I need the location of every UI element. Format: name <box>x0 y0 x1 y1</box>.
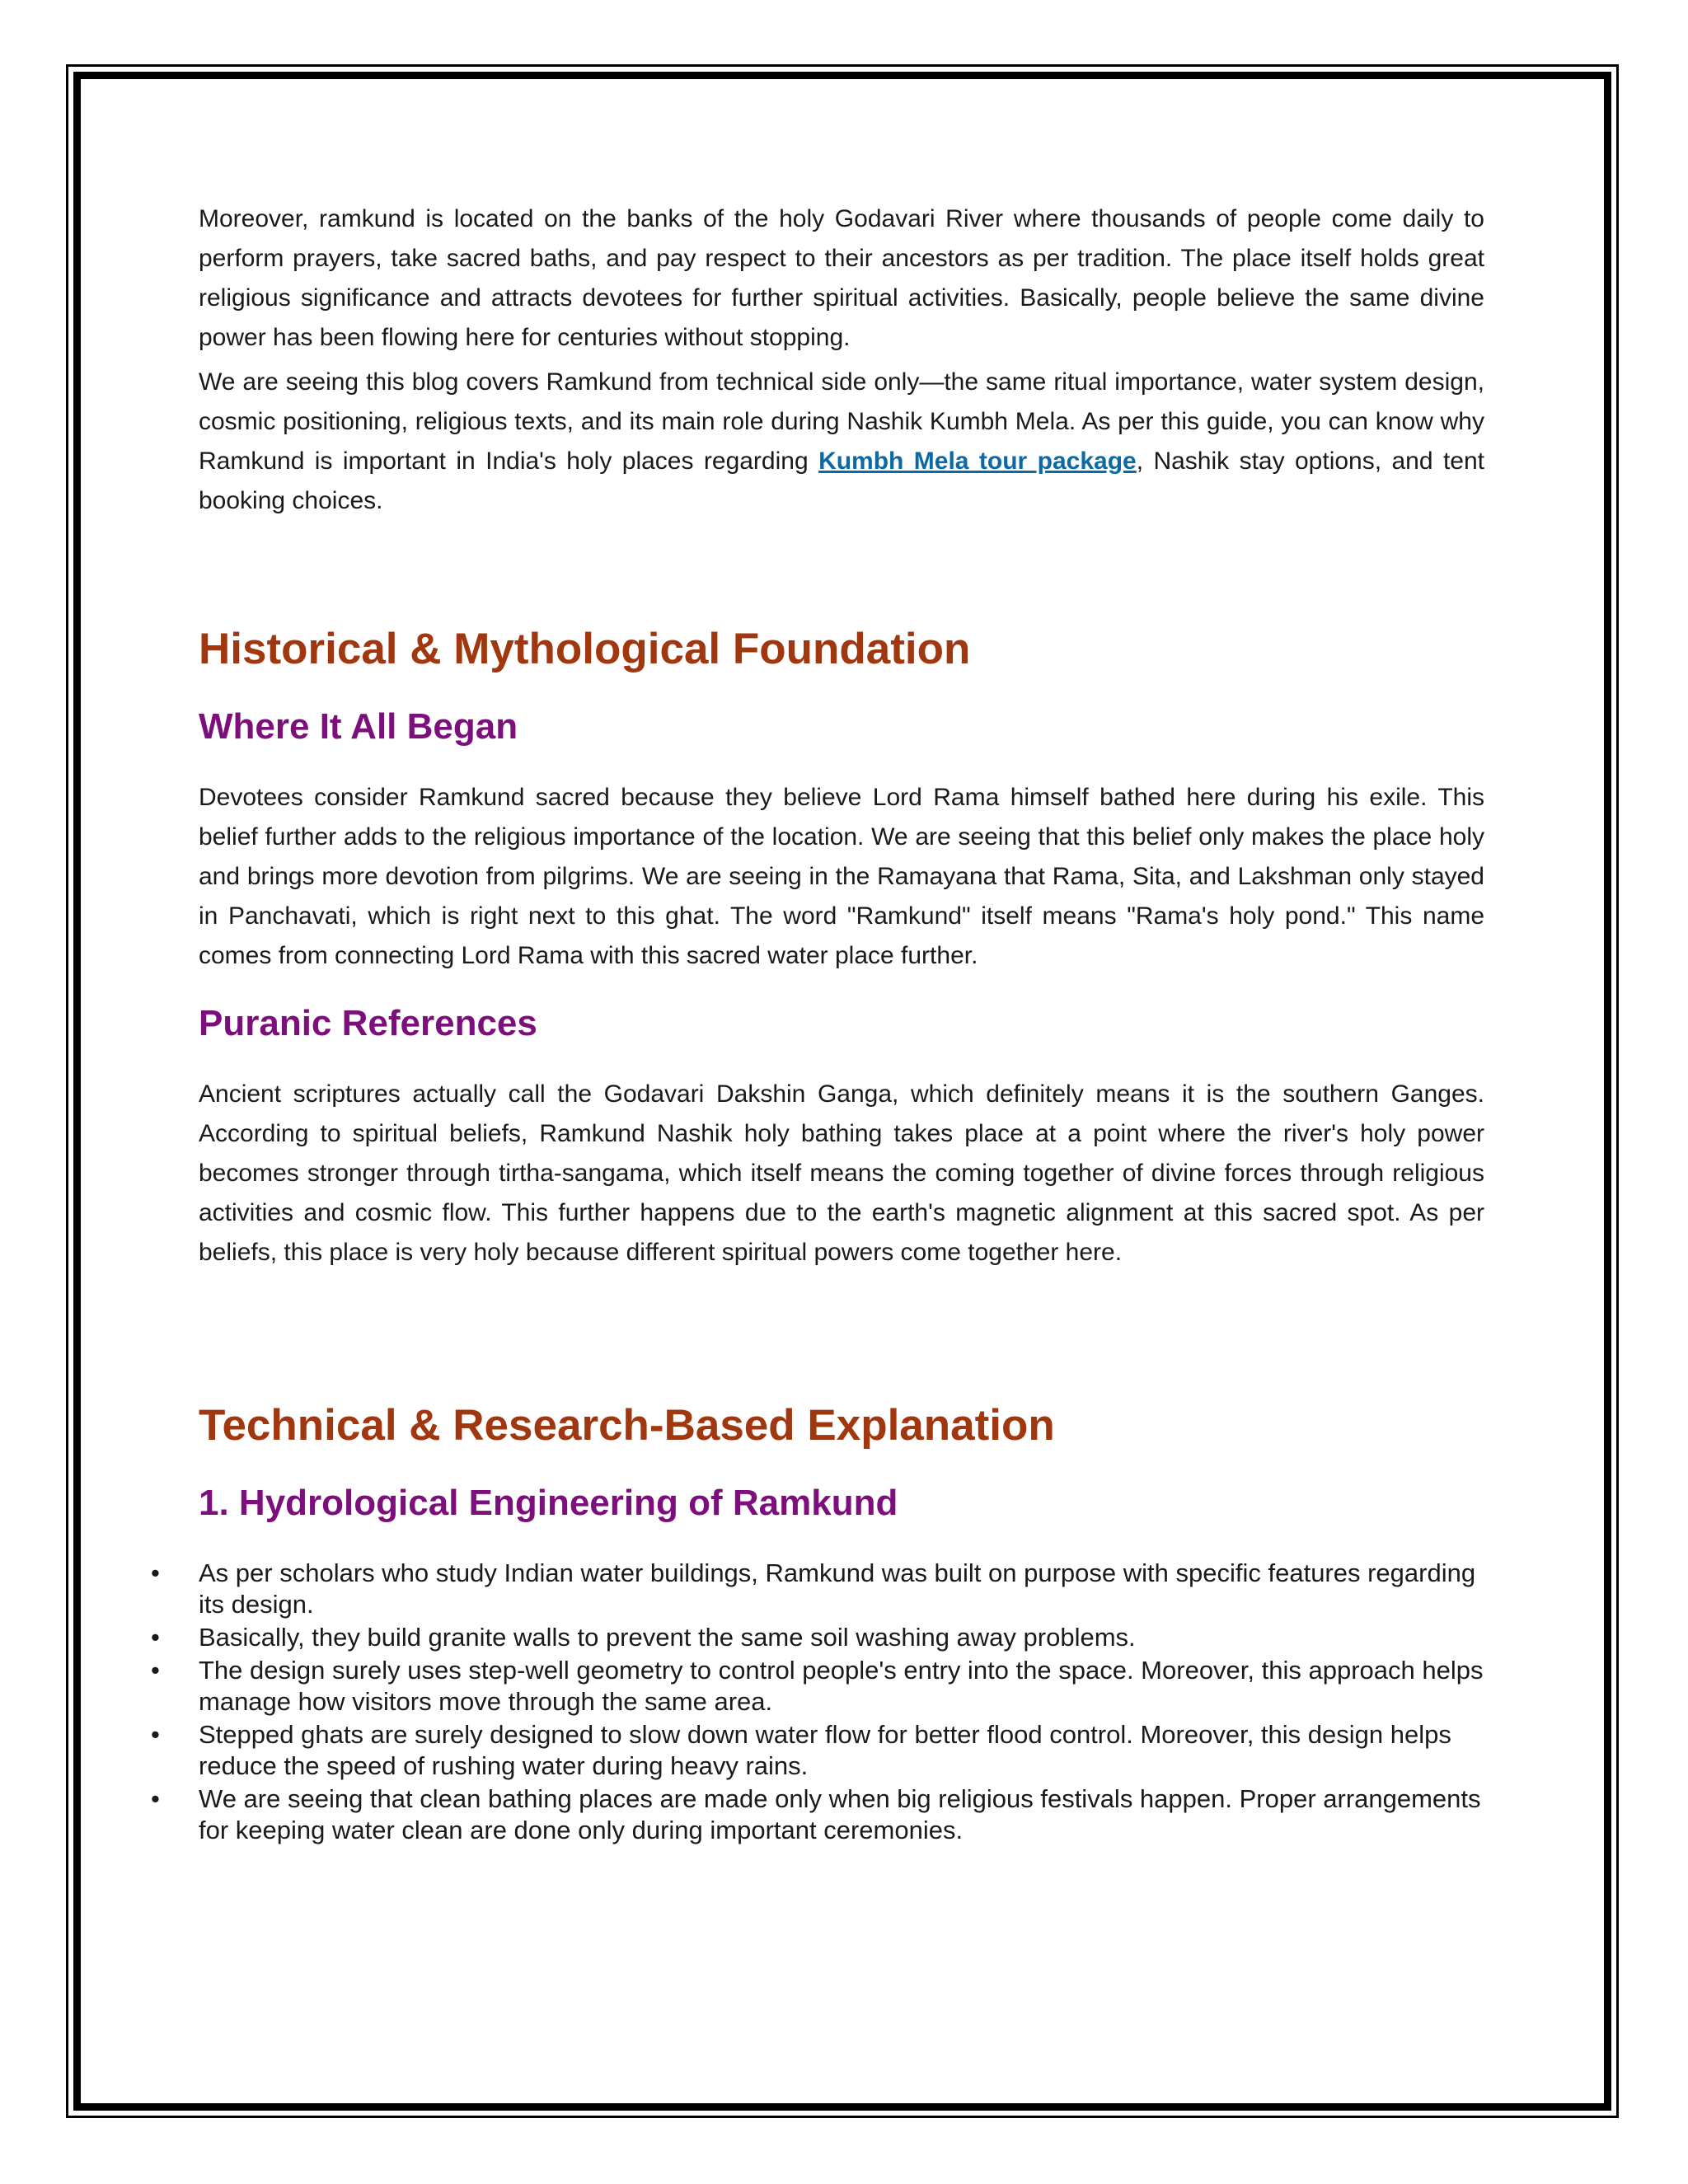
hydrological-bullet-list <box>151 1558 1484 1846</box>
intro-paragraph-1: Moreover, ramkund is located on the banks of the holy Godavari River where thousands of people come daily to perform prayers, take sacred baths, and pay respect to their ancestors as per tradition. The place itself holds great religious significance and attracts devotees for further spiritual activities. Basically, people believe the same divine power has been flowing here for centuries without stopping. <box>199 205 1484 351</box>
intro-paragraph-2-text: We are seeing this blog covers Ramkund from technical side only—the same ritual importance, water system design, cosmic positioning, religious texts, and its main role during Nashik Kumbh Mela. As per this guide, you can know why Ramkund is important in India's holy places regarding <box>199 368 1484 475</box>
bullet-icon: • <box>151 1720 160 1749</box>
subheading-where-it-all-began: Where It All Began <box>199 706 518 747</box>
intro-paragraph-2 <box>199 363 1484 521</box>
intro-paragraph-2-tail: , Nashik stay options, and tent booking choices. <box>199 448 1484 514</box>
paragraph-where-it-all-began: Devotees consider Ramkund sacred because they believe Lord Rama himself bathed here during his exile. This belief further adds to the religious importance of the location. We are seeing that this belief only makes the place holy and brings more devotion from pilgrims. We are seeing in the Ramayana that Rama, Sita, and Lakshman only stayed in Panchavati, which is right next to this ghat. The word "Ramkund" itself means "Rama's holy pond." This name comes from connecting Lord Rama with this sacred water place further. <box>199 784 1484 969</box>
section-heading-technical: Technical & Research-Based Explanation <box>199 1401 1055 1450</box>
list-item-text: We are seeing that clean bathing places are made only when big religious festivals happen. Proper arrangements for keeping water clean are done only during important ceremonies. <box>199 1784 1481 1844</box>
list-item <box>151 1719 1484 1782</box>
paragraph-puranic-references: Ancient scriptures actually call the Godavari Dakshin Ganga, which definitely means it is the southern Ganges. According to spiritual beliefs, Ramkund Nashik holy bathing takes place at a point where the river's holy power becomes stronger through tirtha-sangama, which itself means the coming together of divine forces through religious activities and cosmic flow. This further happens due to the earth's magnetic alignment at this sacred spot. As per beliefs, this place is very holy because different spiritual powers come together here. <box>199 1080 1484 1266</box>
bullet-icon: • <box>151 1656 160 1685</box>
kumbh-mela-tour-package-link[interactable]: Kumbh Mela tour package <box>818 448 1137 475</box>
section-heading-historical: Historical & Mythological Foundation <box>199 625 971 673</box>
list-item <box>151 1558 1484 1620</box>
list-item-text: Basically, they build granite walls to prevent the same soil washing away problems. <box>199 1623 1136 1652</box>
subheading-puranic-references: Puranic References <box>199 1003 537 1043</box>
list-item-text: As per scholars who study Indian water buildings, Ramkund was built on purpose with specific features regarding its design. <box>199 1558 1476 1619</box>
list-item-text: The design surely uses step-well geometry to control people's entry into the space. Moreover, this approach helps manage how visitors move through the same area. <box>199 1656 1484 1716</box>
bullet-icon: • <box>151 1623 160 1652</box>
document-body <box>151 199 1484 1848</box>
list-item <box>151 1655 1484 1718</box>
list-item <box>151 1622 1484 1653</box>
bullet-icon: • <box>151 1558 160 1587</box>
list-item-text: Stepped ghats are surely designed to slow down water flow for better flood control. Moreover, this design helps reduce the speed of rushing water during heavy rains. <box>199 1720 1451 1780</box>
bullet-icon: • <box>151 1784 160 1813</box>
subheading-hydrological-engineering: 1. Hydrological Engineering of Ramkund <box>199 1483 898 1523</box>
list-item <box>151 1783 1484 1846</box>
